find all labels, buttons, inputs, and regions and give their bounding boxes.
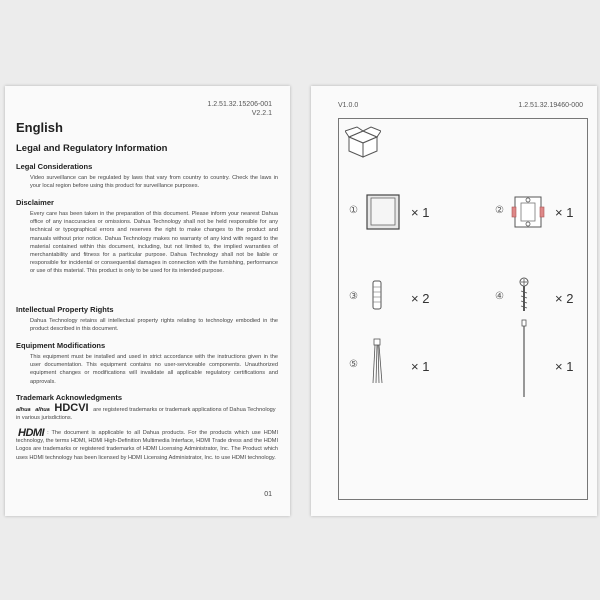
item-quantity: × 1 [411, 359, 430, 374]
section-legal-considerations [16, 162, 278, 190]
package-box-icon [345, 125, 381, 161]
trademark-text: are registered trademarks or trademark applications of Dahua Technology in various jurisdictions. [16, 407, 276, 421]
packing-list-frame [338, 118, 588, 500]
right-page [311, 86, 597, 516]
dahua-logo-outline: alhua [35, 407, 50, 413]
version-label: V1.0.0 [338, 102, 359, 109]
section-intellectual-property [16, 305, 278, 333]
section-body: Video surveillance can be regulated by laws that vary from country to country. Check the laws in your local region before using this product for surveillance purposes. [30, 175, 278, 190]
wall-anchor-icon [369, 279, 385, 313]
left-page [5, 86, 290, 516]
cable-icon [519, 319, 529, 399]
item-quantity: × 2 [555, 291, 574, 306]
document-id: 1.2.51.32.15206-001 [207, 101, 272, 108]
touch-panel-icon [365, 193, 401, 231]
trademark-row [16, 404, 281, 422]
dahua-logo: alhua [16, 407, 31, 413]
section-heading: Trademark Acknowledgments [16, 393, 123, 402]
page-number: 01 [264, 491, 272, 498]
section-body: Dahua Technology retains all intellectual property rights relating to technology embodied in the product described in this document. [30, 318, 278, 333]
page-title: Legal and Regulatory Information [16, 143, 168, 154]
hdmi-notice [16, 429, 278, 462]
hdmi-text: : The document is applicable to all Dahua products. For the products which use HDMI technology, the terms HDMI, HDMI High-Definition Multimedia Interface, HDMI Trade dress and the HDMI Logos are trademarks or registered trademarks of HDMI Licensing Administrator, Inc. The Product which uses HDMI technology has been licensed by HDMI Licensing Administrator, Inc. to use HDMI technology. [16, 430, 278, 461]
screw-icon [515, 277, 533, 313]
document-id: 1.2.51.32.19460-000 [518, 102, 583, 109]
item-number: ① [349, 205, 358, 216]
mounting-bracket-icon [511, 193, 545, 231]
item-quantity: × 2 [411, 291, 430, 306]
item-number: ② [495, 205, 504, 216]
section-body: This equipment must be installed and used in strict accordance with the instructions given in the user documentation. This equipment contains no user-serviceable components. Unauthorized equipment changes or modifications will invalidate all applicable regulatory certifications and approvals. [30, 354, 278, 385]
wire-harness-icon [369, 337, 385, 385]
hdmi-logo: HDMI [18, 427, 45, 439]
section-heading: Intellectual Property Rights [16, 305, 114, 314]
section-equipment-modifications [16, 341, 278, 386]
section-heading: Equipment Modifications [16, 341, 106, 350]
item-number: ③ [349, 291, 358, 302]
document-version: V2.2.1 [251, 110, 272, 117]
section-heading: Disclaimer [16, 198, 54, 207]
section-disclaimer [16, 198, 278, 276]
language-heading: English [16, 120, 63, 135]
item-quantity: × 1 [555, 359, 574, 374]
document-id-block [207, 100, 272, 118]
item-quantity: × 1 [555, 205, 574, 220]
hdcvi-logo: HDCVI [54, 402, 89, 414]
item-number: ④ [495, 291, 504, 302]
item-number: ⑤ [349, 359, 358, 370]
section-heading: Legal Considerations [16, 162, 93, 171]
item-quantity: × 1 [411, 205, 430, 220]
section-body: Every care has been taken in the preparation of this document. Please inform your nearest Dahua office of any inaccuracies or omissions. Dahua Technology shall not be held responsible for any technical or typographical errors and reserves the right to make changes to the product and manuals without prior notice. Dahua Technology makes no warranty of any kind with regard to the material contained within this document, including, but not limited to, the implied warranties of merchantability and fitness for a particular purpose. Dahua Technology shall not be liable or responsible for incidental or consequential damages in connection with the furnishing, performance or use of this material. This product is only to be used for its intended purpose. [30, 211, 278, 275]
